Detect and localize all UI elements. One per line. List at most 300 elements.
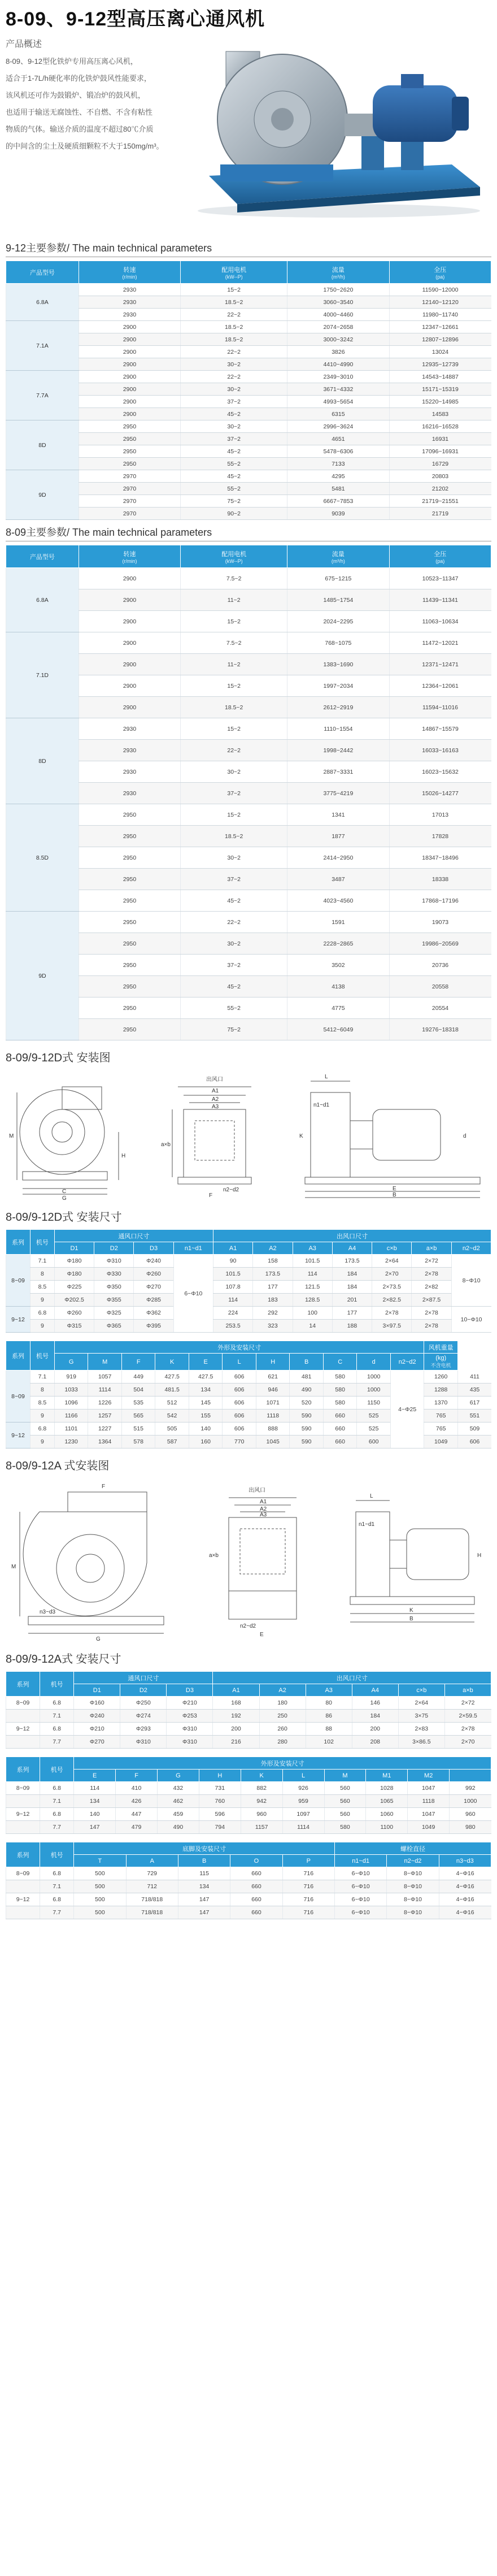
label-M: M (9, 1133, 14, 1139)
table-row (6, 1736, 491, 1749)
table-cell: 2×73.5 (372, 1281, 412, 1294)
table-cell: 1071 (256, 1397, 290, 1410)
table-cell: 6.8 (40, 1808, 74, 1821)
table-row (6, 420, 491, 433)
table-cell: 1364 (88, 1436, 122, 1449)
col-header-motor: 配用电机 (kW--P) (181, 545, 287, 568)
column-header: n2~d2 (451, 1242, 491, 1255)
table-cell: 660 (230, 1880, 282, 1893)
table-cell: 18.5~2 (181, 321, 287, 333)
table-cell: 30~2 (181, 420, 287, 433)
column-header: M1 (366, 1770, 408, 1782)
table-cell: 2950 (79, 458, 180, 470)
table-row (6, 611, 491, 632)
table-cell: 22~2 (181, 309, 287, 321)
table-cell: 55~2 (181, 483, 287, 495)
table-cell: 7.7 (40, 1821, 74, 1834)
column-header: n3~d3 (439, 1855, 491, 1867)
table-cell: 606 (223, 1410, 256, 1423)
table-cell: 1114 (88, 1384, 122, 1397)
table-cell: 4651 (287, 433, 389, 445)
table-cell: Φ210 (74, 1723, 120, 1736)
table-cell: Φ160 (74, 1697, 120, 1710)
table-cell: 4775 (287, 998, 389, 1019)
intro-line: 物质的气体。输送介质的温度不超过80℃介质 (6, 125, 154, 133)
table-cell: 4~Φ16 (439, 1880, 491, 1893)
table-cell: 1370 (424, 1397, 458, 1410)
column-header: 机号 (40, 1842, 74, 1867)
table-cell: Φ315 (54, 1320, 94, 1333)
d-dims-table-2 (6, 1341, 491, 1449)
table-cell: 1227 (88, 1423, 122, 1436)
table-cell: Φ260 (54, 1307, 94, 1320)
table-row (6, 495, 491, 508)
table-cell: 8 (30, 1384, 54, 1397)
table-cell: 2950 (79, 847, 180, 869)
table-cell: 4~Φ25 (390, 1371, 424, 1449)
column-header: 系列 (6, 1842, 40, 1867)
table-cell: 2900 (79, 396, 180, 408)
table-cell: 2900 (79, 568, 180, 589)
a-top-view-drawing (333, 1478, 491, 1642)
column-header: 系列 (6, 1757, 40, 1782)
column-header: P (282, 1855, 334, 1867)
drawing-label: n1~d1 (359, 1521, 375, 1528)
table-cell: 17868~17196 (389, 890, 491, 912)
table-cell: 11980~11740 (389, 309, 491, 321)
table-cell: 18.5~2 (181, 826, 287, 847)
table-cell: 1877 (287, 826, 389, 847)
table-cell: 2900 (79, 675, 180, 697)
model-cell: 7.1D (6, 632, 79, 718)
d-top-view-drawing (294, 1070, 491, 1200)
table-cell: 1257 (88, 1410, 122, 1423)
column-header: a×b (412, 1242, 451, 1255)
table-cell: 490 (290, 1384, 324, 1397)
table-cell: 107.8 (213, 1281, 253, 1294)
table-cell: 660 (323, 1423, 357, 1436)
column-header: H (199, 1770, 241, 1782)
table-cell: 4~Φ16 (439, 1906, 491, 1919)
table-cell: 9 (30, 1320, 54, 1333)
table-cell: 590 (290, 1410, 324, 1423)
column-header: 机号 (30, 1341, 54, 1371)
table-cell: 4023~4560 (287, 890, 389, 912)
table-cell: 2900 (79, 697, 180, 718)
drawing-label: H (477, 1552, 482, 1559)
table-cell: 606 (223, 1397, 256, 1410)
col-header-model: 产品型号 (6, 261, 79, 284)
table-cell: 2950 (79, 420, 180, 433)
table-row (6, 1795, 491, 1808)
table-cell: 3060~3540 (287, 296, 389, 309)
table-cell: 15220~14985 (389, 396, 491, 408)
table-cell: 45~2 (181, 890, 287, 912)
table-cell: 596 (199, 1808, 241, 1821)
table-cell (6, 1795, 40, 1808)
table-cell: 718/818 (126, 1906, 178, 1919)
table-cell: 292 (253, 1307, 293, 1320)
table-cell: 6.8 (30, 1423, 54, 1436)
table-cell: 173.5 (253, 1268, 293, 1281)
table-row (6, 1867, 491, 1880)
table-cell: 505 (155, 1423, 189, 1436)
table-cell: 1000 (450, 1795, 491, 1808)
column-header: n1~d1 (334, 1855, 386, 1867)
column-header: D3 (134, 1242, 173, 1255)
a-front-view-drawing (6, 1478, 192, 1642)
table-cell: Φ330 (94, 1268, 134, 1281)
table-cell: 1150 (357, 1397, 391, 1410)
table-cell: 102 (306, 1736, 352, 1749)
a-dims-title: 8-09/9-12A式 安装尺寸 (6, 1653, 121, 1666)
table-cell: 15~2 (181, 611, 287, 632)
table-cell: 2930 (79, 740, 180, 761)
table-cell: 21719 (389, 508, 491, 520)
label-G: G (62, 1195, 67, 1200)
table-cell: 2414~2950 (287, 847, 389, 869)
table-cell: 427.5 (155, 1371, 189, 1384)
table-cell: 2950 (79, 955, 180, 976)
table-cell: 21719~21551 (389, 495, 491, 508)
table-cell: 1101 (54, 1423, 88, 1436)
table-cell: 45~2 (181, 445, 287, 458)
table-cell: 12364~12061 (389, 675, 491, 697)
table-cell: 660 (230, 1906, 282, 1919)
table-row (6, 309, 491, 321)
table-cell: 114 (74, 1782, 116, 1795)
table-cell: 1288 (424, 1384, 458, 1397)
table-cell: 7.5~2 (181, 632, 287, 654)
table-cell: 8~Φ10 (387, 1880, 439, 1893)
table-cell: 449 (121, 1371, 155, 1384)
table-cell: 580 (323, 1371, 357, 1384)
table-cell: 515 (121, 1423, 155, 1436)
table-cell: 16033~16163 (389, 740, 491, 761)
table-cell: 6.8 (40, 1697, 74, 1710)
table-cell: 45~2 (181, 470, 287, 483)
table-row (6, 933, 491, 955)
table-cell: Φ253 (167, 1710, 213, 1723)
label-F: F (209, 1192, 213, 1199)
column-header: A3 (293, 1242, 332, 1255)
table-cell: 9 (30, 1436, 54, 1449)
column-header: 出风口尺寸 (213, 1672, 491, 1684)
table-cell: Φ293 (120, 1723, 167, 1736)
table-cell: 535 (121, 1397, 155, 1410)
table-row (6, 1906, 491, 1919)
table-cell: 14583 (389, 408, 491, 420)
table-cell: 22~2 (181, 912, 287, 933)
table-cell: 2074~2658 (287, 321, 389, 333)
intro-heading: 产品概述 (6, 40, 42, 49)
label-A1: A1 (212, 1088, 219, 1094)
table-row (6, 284, 491, 296)
table-cell: 565 (121, 1410, 155, 1423)
table-cell: 260 (259, 1723, 306, 1736)
table-cell: 19986~20569 (389, 933, 491, 955)
drawing-label: F (102, 1484, 106, 1490)
table-row (6, 1723, 491, 1736)
table-cell: 168 (213, 1697, 259, 1710)
table-cell: 20558 (389, 976, 491, 998)
table-row (6, 1782, 491, 1795)
table-cell: 45~2 (181, 408, 287, 420)
table-cell: Φ310 (167, 1723, 213, 1736)
table-cell: 606 (457, 1436, 491, 1449)
table-row (6, 396, 491, 408)
table-cell: 2950 (79, 998, 180, 1019)
drawing-label: A1 (260, 1499, 267, 1505)
col-header-flow: 流量 (m³/h) (287, 545, 389, 568)
table-cell: 30~2 (181, 383, 287, 396)
table-cell: Φ395 (134, 1320, 173, 1333)
column-header: 机号 (40, 1672, 74, 1697)
table-cell: 15~2 (181, 804, 287, 826)
table-row (6, 697, 491, 718)
table-cell: 250 (259, 1710, 306, 1723)
table-cell: 177 (253, 1281, 293, 1294)
table-cell: 2024~2295 (287, 611, 389, 632)
table-cell: 2950 (79, 869, 180, 890)
table-cell: 184 (332, 1281, 372, 1294)
table-cell: 6.8 (40, 1782, 74, 1795)
table-cell: 2950 (79, 912, 180, 933)
table-row (6, 458, 491, 470)
table-cell: 180 (259, 1697, 306, 1710)
table-cell: 960 (450, 1808, 491, 1821)
page-title: 8-09、9-12型高压离心通风机 (6, 8, 265, 30)
table-cell: Φ210 (167, 1697, 213, 1710)
table-cell: 2×78 (372, 1307, 412, 1320)
table-cell: 8~Φ10 (451, 1255, 491, 1307)
table-cell: 4~Φ16 (439, 1867, 491, 1880)
table-row (6, 783, 491, 804)
table-cell: 1047 (408, 1808, 450, 1821)
table-cell: Φ180 (54, 1268, 94, 1281)
table-cell: 30~2 (181, 933, 287, 955)
table-row (6, 1893, 491, 1906)
table-cell: 18347~18496 (389, 847, 491, 869)
section-title-9-12: 9-12主要参数/ The main technical parameters (6, 240, 491, 257)
table-cell: 481 (290, 1371, 324, 1384)
table-cell: 2950 (79, 933, 180, 955)
column-header: 通风口尺寸 (74, 1672, 213, 1684)
table-cell: 509 (457, 1423, 491, 1436)
column-header: F (116, 1770, 158, 1782)
table-cell: 140 (74, 1808, 116, 1821)
table-cell: 8 (30, 1268, 54, 1281)
table-cell: 1047 (408, 1782, 450, 1795)
column-header: M2 (408, 1770, 450, 1782)
table-cell: 121.5 (293, 1281, 332, 1294)
table-cell: 15~2 (181, 284, 287, 296)
column-header: 机号 (40, 1757, 74, 1782)
table-cell: 8~Φ10 (387, 1906, 439, 1919)
column-header: n1~d1 (173, 1242, 213, 1255)
table-cell: 11~2 (181, 654, 287, 675)
table-cell: 1166 (54, 1410, 88, 1423)
table-cell: 560 (324, 1795, 366, 1808)
table-cell: 15026~14277 (389, 783, 491, 804)
table-cell: 1096 (54, 1397, 88, 1410)
table-cell: 919 (54, 1371, 88, 1384)
table-cell: 6~Φ10 (334, 1867, 386, 1880)
table-cell: 9 (30, 1410, 54, 1423)
table-cell: 1100 (366, 1821, 408, 1834)
table-cell: 1000 (357, 1384, 391, 1397)
table-cell: 9039 (287, 508, 389, 520)
table-cell: 2950 (79, 826, 180, 847)
table-cell: 216 (213, 1736, 259, 1749)
column-header: (kg) 不含电机 (424, 1354, 458, 1371)
table-cell: 2900 (79, 383, 180, 396)
table-cell (6, 1821, 40, 1834)
table-cell: 525 (357, 1410, 391, 1423)
table-cell: 101.5 (293, 1255, 332, 1268)
table-cell: 942 (241, 1795, 282, 1808)
table-cell: 2228~2865 (287, 933, 389, 955)
table-cell (6, 1906, 40, 1919)
intro-line: 适合于1-7L/h硬化率的化铁炉鼓风性能要求， (6, 74, 151, 83)
table-row (6, 826, 491, 847)
table-row (6, 470, 491, 483)
table-cell: 147 (178, 1893, 230, 1906)
table-cell: 30~2 (181, 761, 287, 783)
table-cell: 134 (74, 1795, 116, 1808)
table-cell: 208 (352, 1736, 398, 1749)
table-cell: 86 (306, 1710, 352, 1723)
table-cell: 1028 (366, 1782, 408, 1795)
column-header: D2 (120, 1684, 167, 1697)
table-cell: 6~Φ10 (334, 1880, 386, 1893)
table-cell: 525 (357, 1423, 391, 1436)
table-cell: Φ285 (134, 1294, 173, 1307)
table-cell: 600 (357, 1436, 391, 1449)
table-cell: 2×59.5 (444, 1710, 491, 1723)
table-cell: 2900 (79, 408, 180, 420)
table-cell: 8.5 (30, 1397, 54, 1410)
table-cell: 160 (189, 1436, 223, 1449)
table-row (6, 333, 491, 346)
drawing-label: 出风口 (249, 1488, 265, 1494)
section-title-8-09: 8-09主要参数/ The main technical parameters (6, 524, 491, 541)
col-header-no: 机号 (30, 1230, 54, 1255)
table-cell: 2930 (79, 296, 180, 309)
table-cell: 188 (332, 1320, 372, 1333)
table-cell: 19276~18318 (389, 1019, 491, 1040)
table-cell: 590 (290, 1436, 324, 1449)
table-cell: 621 (256, 1371, 290, 1384)
label-B: B (393, 1192, 396, 1198)
table-cell: 1157 (241, 1821, 282, 1834)
table-cell: 280 (259, 1736, 306, 1749)
col-header-speed: 转速 (r/min) (79, 261, 180, 284)
table-cell: 11590~12000 (389, 284, 491, 296)
column-header (450, 1770, 491, 1782)
table-cell: Φ270 (74, 1736, 120, 1749)
table-cell (6, 1736, 40, 1749)
column-header: D2 (94, 1242, 134, 1255)
table-cell: 6315 (287, 408, 389, 420)
drawing-label: M (11, 1564, 16, 1570)
drawing-label: K (409, 1607, 413, 1614)
table-cell: 3775~4219 (287, 783, 389, 804)
table-cell: 17096~16931 (389, 445, 491, 458)
table-cell: Φ260 (134, 1268, 173, 1281)
table-row (6, 568, 491, 589)
label-C: C (62, 1189, 67, 1195)
table-cell: 88 (306, 1723, 352, 1736)
table-cell: 490 (158, 1821, 199, 1834)
table-cell: 55~2 (181, 458, 287, 470)
table-row (6, 1320, 491, 1333)
table-cell: 2900 (79, 346, 180, 358)
table-row (6, 1019, 491, 1040)
table-cell: 11472~12021 (389, 632, 491, 654)
column-header: a×b (444, 1684, 491, 1697)
column-header: n2~d2 (390, 1354, 424, 1371)
model-cell: 6.8A (6, 568, 79, 632)
table-cell: 323 (253, 1320, 293, 1333)
table-row (6, 761, 491, 783)
table-cell: 147 (178, 1906, 230, 1919)
table-cell: 80 (306, 1697, 352, 1710)
table-row (6, 408, 491, 420)
table-cell: 155 (189, 1410, 223, 1423)
col-header-pressure: 全压 (pa) (389, 545, 491, 568)
model-cell: 9~12 (6, 1307, 30, 1333)
model-cell: 8D (6, 718, 79, 804)
table-cell: 712 (126, 1880, 178, 1893)
column-header: c×b (372, 1242, 412, 1255)
table-cell: 11594~11016 (389, 697, 491, 718)
table-cell: 11063~10634 (389, 611, 491, 632)
table-cell: 1110~1554 (287, 718, 389, 740)
table-row (6, 433, 491, 445)
table-cell: 2×78 (412, 1307, 451, 1320)
table-cell: 20803 (389, 470, 491, 483)
table-cell: 1226 (88, 1397, 122, 1410)
model-cell: 8.5D (6, 804, 79, 912)
table-cell: 16023~15632 (389, 761, 491, 783)
d-dims-title: 8-09/9-12D式 安装尺寸 (6, 1211, 122, 1224)
model-cell: 9D (6, 470, 79, 520)
table-cell: 200 (213, 1723, 259, 1736)
table-cell: 2887~3331 (287, 761, 389, 783)
label-n1d1: n1~d1 (313, 1102, 330, 1108)
table-cell: 520 (290, 1397, 324, 1410)
intro-line: 的中间含的尘土及硬质细颗粒不大于150mg/m³。 (6, 142, 164, 150)
label-outlet: 出风口 (206, 1077, 223, 1083)
table-cell: 6.8 (40, 1867, 74, 1880)
table-cell: 1060 (366, 1808, 408, 1821)
table-cell: 184 (332, 1268, 372, 1281)
column-header: E (74, 1770, 116, 1782)
col-header-pressure: 全压 (pa) (389, 261, 491, 284)
table-row (6, 632, 491, 654)
table-cell: 1230 (54, 1436, 88, 1449)
table-cell: 18.5~2 (181, 333, 287, 346)
table-cell: 12371~12471 (389, 654, 491, 675)
column-header: A1 (213, 1684, 259, 1697)
table-cell: 12347~12661 (389, 321, 491, 333)
table-cell: 2900 (79, 654, 180, 675)
table-cell: 9~12 (6, 1808, 40, 1821)
table-cell: 716 (282, 1880, 334, 1893)
table-cell: 770 (223, 1436, 256, 1449)
column-header: A4 (352, 1684, 398, 1697)
